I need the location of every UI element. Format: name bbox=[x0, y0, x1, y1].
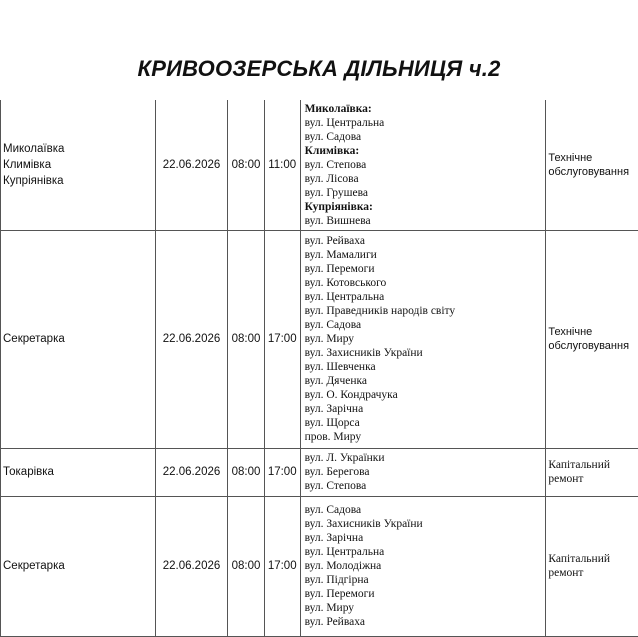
street-name: вул. Лісова bbox=[305, 172, 546, 186]
street-name: вул. Миру bbox=[305, 601, 546, 615]
settlement-name: Купріянівка bbox=[3, 173, 155, 189]
table-row bbox=[1, 448, 638, 496]
cell-time-from: 08:00 bbox=[228, 100, 265, 230]
cell-time-from: 08:00 bbox=[228, 496, 265, 636]
street-group-heading: Климівка: bbox=[305, 144, 546, 158]
cell-settlement bbox=[1, 100, 156, 230]
settlement-name: Климівка bbox=[3, 157, 155, 173]
street-name: вул. Щорса bbox=[305, 416, 546, 430]
cell-work-type bbox=[546, 496, 638, 636]
cell-time-to: 17:00 bbox=[264, 496, 300, 636]
street-name: вул. Центральна bbox=[305, 290, 546, 304]
street-name: вул. Грушева bbox=[305, 186, 546, 200]
street-name: вул. Садова bbox=[305, 130, 546, 144]
settlement-name: Токарівка bbox=[3, 464, 155, 480]
work-type-label: Капітальний ремонт bbox=[548, 552, 638, 580]
street-name: вул. Перемоги bbox=[305, 262, 546, 276]
street-name: вул. Шевченка bbox=[305, 360, 546, 374]
street-name: вул. Підгірна bbox=[305, 573, 546, 587]
table-row bbox=[1, 230, 638, 448]
street-name: вул. Молодіжна bbox=[305, 559, 546, 573]
street-name: вул. Зарічна bbox=[305, 531, 546, 545]
street-name: вул. Садова bbox=[305, 318, 546, 332]
street-name: вул. Котовського bbox=[305, 276, 546, 290]
street-name: вул. Степова bbox=[305, 479, 546, 493]
cell-work-type bbox=[546, 100, 638, 230]
cell-streets bbox=[300, 100, 546, 230]
street-name: вул. Захисників України bbox=[305, 346, 546, 360]
street-name: вул. Мамалиги bbox=[305, 248, 546, 262]
work-type-label: Технічне обслуговування bbox=[548, 325, 638, 353]
cell-date: 22.06.2026 bbox=[155, 230, 227, 448]
street-name: пров. Миру bbox=[305, 430, 546, 444]
cell-streets bbox=[300, 448, 546, 496]
settlement-name: Миколаївка bbox=[3, 141, 155, 157]
street-name: вул. Перемоги bbox=[305, 587, 546, 601]
cell-work-type bbox=[546, 448, 638, 496]
street-name: вул. Вишнева bbox=[305, 214, 546, 228]
cell-time-from: 08:00 bbox=[228, 448, 265, 496]
cell-streets bbox=[300, 496, 546, 636]
table-row bbox=[1, 100, 638, 230]
street-name: вул. Рейваха bbox=[305, 615, 546, 629]
street-name: вул. Берегова bbox=[305, 465, 546, 479]
cell-date: 22.06.2026 bbox=[155, 448, 227, 496]
street-name: вул. О. Кондрачука bbox=[305, 388, 546, 402]
cell-time-to: 17:00 bbox=[264, 448, 300, 496]
cell-date: 22.06.2026 bbox=[155, 100, 227, 230]
street-name: вул. Степова bbox=[305, 158, 546, 172]
settlement-name: Секретарка bbox=[3, 331, 155, 347]
page-title: КРИВООЗЕРСЬКА ДІЛЬНИЦЯ ч.2 bbox=[0, 56, 638, 82]
street-name: вул. Л. Українки bbox=[305, 451, 546, 465]
settlement-name: Секретарка bbox=[3, 558, 155, 574]
cell-time-from: 08:00 bbox=[228, 230, 265, 448]
street-name: вул. Центральна bbox=[305, 545, 546, 559]
street-name: вул. Захисників України bbox=[305, 517, 546, 531]
street-name: вул. Центральна bbox=[305, 116, 546, 130]
work-type-label: Капітальний ремонт bbox=[548, 458, 638, 486]
cell-settlement bbox=[1, 230, 156, 448]
schedule-table-body bbox=[1, 100, 638, 636]
street-name: вул. Рейваха bbox=[305, 234, 546, 248]
cell-time-to: 17:00 bbox=[264, 230, 300, 448]
table-row bbox=[1, 496, 638, 636]
cell-work-type bbox=[546, 230, 638, 448]
street-group-heading: Миколаївка: bbox=[305, 102, 546, 116]
cell-settlement bbox=[1, 496, 156, 636]
street-group-heading: Купріянівка: bbox=[305, 200, 546, 214]
street-name: вул. Зарічна bbox=[305, 402, 546, 416]
cell-settlement bbox=[1, 448, 156, 496]
cell-time-to: 11:00 bbox=[264, 100, 300, 230]
schedule-table bbox=[0, 100, 638, 637]
street-name: вул. Миру bbox=[305, 332, 546, 346]
street-name: вул. Праведників народів світу bbox=[305, 304, 546, 318]
street-name: вул. Садова bbox=[305, 503, 546, 517]
cell-date: 22.06.2026 bbox=[155, 496, 227, 636]
street-name: вул. Дяченка bbox=[305, 374, 546, 388]
cell-streets bbox=[300, 230, 546, 448]
work-type-label: Технічне обслуговування bbox=[548, 151, 638, 179]
